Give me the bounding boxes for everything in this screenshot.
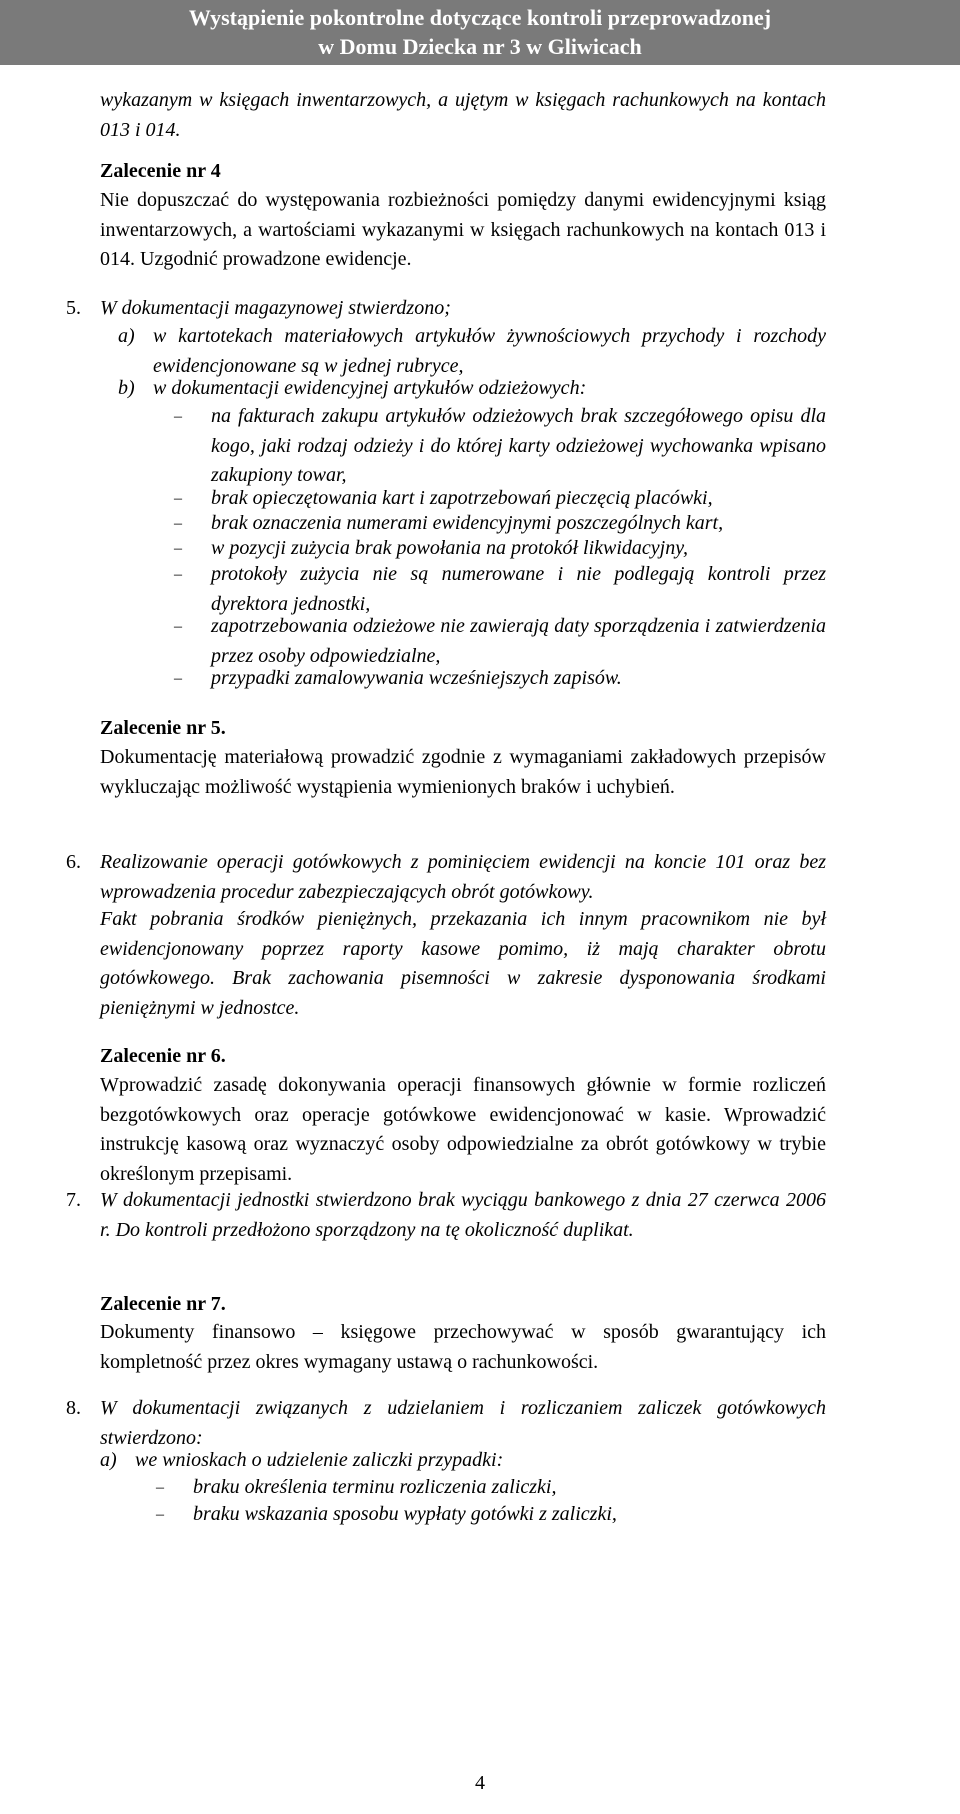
- header-line-1: Wystąpienie pokontrolne dotyczące kontroli przeprowadzonej: [188, 5, 772, 30]
- bullet-dash: –: [174, 540, 182, 557]
- bullet-dash: –: [156, 1506, 164, 1523]
- item-5-lead: W dokumentacji magazynowej stwierdzono;: [100, 297, 451, 319]
- item-5-bullet-2: brak opieczętowania kart i zapotrzebowań pieczęcią placówki,: [211, 487, 713, 509]
- recommendation-4-title: Zalecenie nr 4: [100, 160, 221, 182]
- item-7-text: W dokumentacji jednostki stwierdzono brak wyciągu bankowego z dnia 27 czerwca 2006 r. Do kontroli przedłożono sporządzony na tę okoliczność duplikat.: [100, 1189, 826, 1241]
- intro-paragraph: wykazanym w księgach inwentarzowych, a ujętym w księgach rachunkowych na kontach 013 i 014.: [100, 89, 826, 141]
- page-number: 4: [475, 1772, 485, 1794]
- item-8-number: 8.: [66, 1397, 81, 1419]
- item-5-bullet-5: protokoły zużycia nie są numerowane i nie podlegają kontroli przez dyrektora jednostki,: [211, 563, 826, 615]
- recommendation-6-text: Wprowadzić zasadę dokonywania operacji finansowych głównie w formie rozliczeń bezgotówkowych oraz operacje gotówkowe ewidencjonować w kasie. Wprowadzić instrukcję kasową oraz wyznaczyć osoby odpowiedzialne za obrót gotówkowy w trybie określonym przepisami.: [100, 1074, 826, 1185]
- bullet-dash: –: [174, 618, 182, 635]
- item-5-b-label: b): [118, 377, 135, 399]
- bullet-dash: –: [174, 408, 182, 425]
- item-8-text: W dokumentacji związanych z udzielaniem i rozliczaniem zaliczek gotówkowych stwierdzono:: [100, 1397, 826, 1449]
- item-5-bullet-6: zapotrzebowania odzieżowe nie zawierają daty sporządzenia i zatwierdzenia przez osoby odpowiedzialne,: [211, 615, 826, 667]
- item-5-a-text: w kartotekach materiałowych artykułów żywnościowych przychody i rozchody ewidencjonowane są w jednej rubryce,: [153, 325, 826, 377]
- recommendation-6-title: Zalecenie nr 6.: [100, 1045, 226, 1067]
- item-5-bullet-7: przypadki zamalowywania wcześniejszych zapisów.: [211, 667, 622, 689]
- recommendation-7-text: Dokumenty finansowo – księgowe przechowywać w sposób gwarantujący ich kompletność przez okres wymagany ustawą o rachunkowości.: [100, 1321, 826, 1373]
- header-line-2: w Domu Dziecka nr 3 w Gliwicach: [318, 34, 642, 59]
- bullet-dash: –: [174, 515, 182, 532]
- item-8-a-text: we wnioskach o udzielenie zaliczki przypadki:: [135, 1449, 504, 1471]
- item-5-bullet-1: na fakturach zakupu artykułów odzieżowych brak szczegółowego opisu dla kogo, jaki rodzaj odzieży i do której karty odzieżowej wychowanka wpisano zakupiony towar,: [211, 405, 826, 486]
- recommendation-7-title: Zalecenie nr 7.: [100, 1293, 226, 1315]
- recommendation-5-text: Dokumentację materiałową prowadzić zgodnie z wymaganiami zakładowych przepisów wykluczając możliwość wystąpienia wymienionych braków i uchybień.: [100, 746, 826, 798]
- bullet-dash: –: [174, 670, 182, 687]
- item-7-number: 7.: [66, 1189, 81, 1211]
- item-6-text-1: Realizowanie operacji gotówkowych z pominięciem ewidencji na koncie 101 oraz bez wprowadzenia procedur zabezpieczających obrót gotówkowy.: [100, 851, 826, 903]
- item-6-number: 6.: [66, 851, 81, 873]
- item-8-bullet-1: braku określenia terminu rozliczenia zaliczki,: [193, 1476, 557, 1498]
- item-8-a-label: a): [100, 1449, 117, 1471]
- recommendation-5-title: Zalecenie nr 5.: [100, 717, 226, 739]
- item-5-a-label: a): [118, 325, 135, 347]
- item-5-number: 5.: [66, 297, 81, 319]
- page-header: [0, 0, 960, 65]
- item-5-b-text: w dokumentacji ewidencyjnej artykułów odzieżowych:: [153, 377, 587, 399]
- recommendation-4-text: Nie dopuszczać do występowania rozbieżności pomiędzy danymi ewidencyjnymi ksiąg inwentarzowych, a wartościami wykazanymi w księgach rachunkowych na kontach 013 i 014. Uzgodnić prowadzone ewidencje.: [100, 189, 826, 270]
- bullet-dash: –: [156, 1479, 164, 1496]
- item-5-bullet-4: w pozycji zużycia brak powołania na protokół likwidacyjny,: [211, 537, 688, 559]
- item-5-bullet-3: brak oznaczenia numerami ewidencyjnymi poszczególnych kart,: [211, 512, 724, 534]
- item-8-bullet-2: braku wskazania sposobu wypłaty gotówki z zaliczki,: [193, 1503, 617, 1525]
- bullet-dash: –: [174, 566, 182, 583]
- item-6-text-2: Fakt pobrania środków pieniężnych, przekazania ich innym pracownikom nie był ewidencjonowany poprzez raporty kasowe pomimo, iż mają charakter obrotu gotówkowego. Brak zachowania pisemności w zakresie dysponowania środkami pieniężnymi w jednostce.: [100, 908, 826, 1019]
- bullet-dash: –: [174, 490, 182, 507]
